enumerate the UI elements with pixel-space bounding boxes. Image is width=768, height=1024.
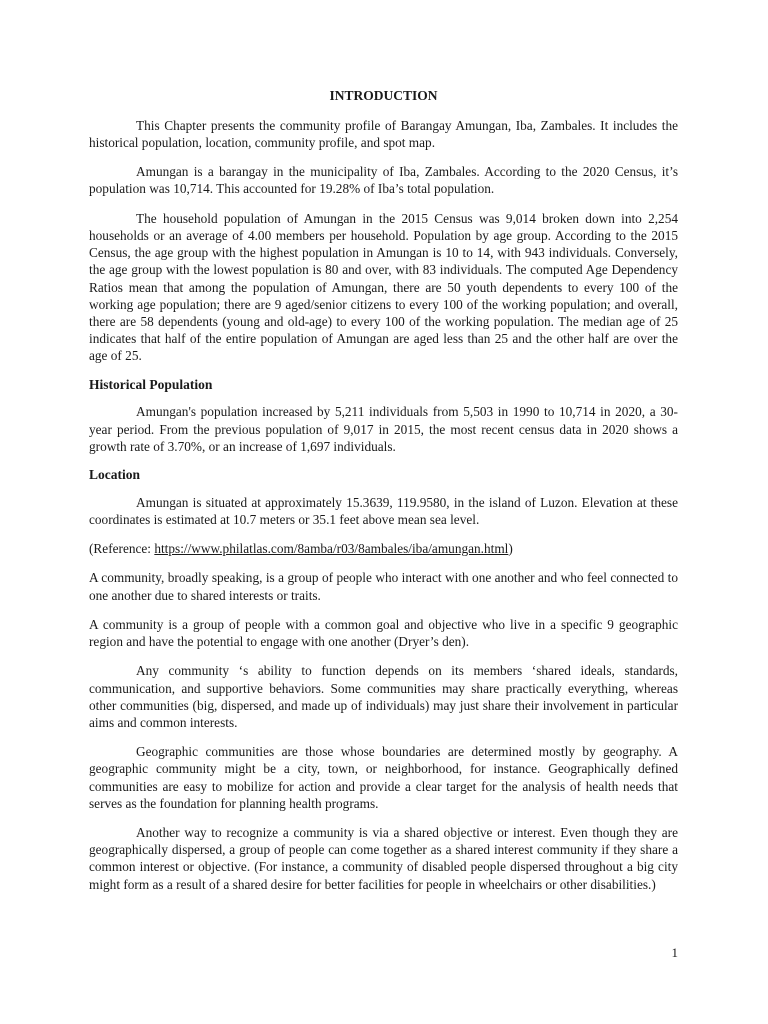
page-title: INTRODUCTION xyxy=(329,88,438,103)
census-paragraph: Amungan is a barangay in the municipality of Iba, Zambales. According to the 2020 Census, it’s population was 10,714. This accounted for 19.28% of Iba’s total population. xyxy=(89,164,678,197)
page-number: 1 xyxy=(671,945,678,960)
historical-population-heading: Historical Population xyxy=(89,376,213,392)
reference-suffix: ) xyxy=(508,541,513,557)
location-heading: Location xyxy=(89,467,141,482)
location-paragraph: Amungan is situated at approximately 15.3639, 119.9580, in the island of Luzon. Elevation at these coordinates is estimated at 10.7 meters or 35.1 feet above mean sea level. xyxy=(89,494,678,528)
community-goal-paragraph: A community is a group of people with a common goal and objective who live in a specific 9 geographic region and have the potential to engage with one another (Dryer’s den). xyxy=(89,616,678,650)
reference-link[interactable]: https://www.philatlas.com/8amba/r03/8ambales/iba/amungan.html xyxy=(154,541,509,557)
intro-paragraph: This Chapter presents the community profile of Barangay Amungan, Iba, Zambales. It includes the historical population, location, community profile, and spot map. xyxy=(89,117,678,151)
reference-line xyxy=(89,540,678,557)
geographic-communities-paragraph: Geographic communities are those whose boundaries are determined mostly by geography. A geographic community might be a city, town, or neighborhood, for instance. Geographically defined communities are easy to mobilize for action and provide a clear target for the analysis of health needs that serves as the foundation for planning health programs. xyxy=(89,744,678,811)
household-paragraph: The household population of Amungan in the 2015 Census was 9,014 broken down into 2,254 households or an average of 4.00 members per household. Population by age group. According to the 2015 Census, the age group with the highest population in Amungan is 10 to 14, with 943 individuals. Conversely, the age group with the lowest population is 80 and over, with 83 individuals. The computed Age Dependency Ratios mean that among the population of Amungan, there are 50 youth dependents to every 100 of the working age population; there are 9 aged/senior citizens to every 100 of the working population; and overall, there are 58 dependents (young and old-age) to every 100 of the working population. The median age of 25 indicates that half of the entire population of Amungan are aged less than 25 and the other half are over the age of 25. xyxy=(89,210,678,364)
community-definition-paragraph: A community, broadly speaking, is a group of people who interact with one another and who feel connected to one another due to shared interests or traits. xyxy=(89,570,678,603)
shared-interest-paragraph: Another way to recognize a community is via a shared objective or interest. Even though they are geographically dispersed, a group of people can come together as a shared interest community if they share a common interest or objective. (For instance, a community of disabled people dispersed throughout a big city might form as a result of a shared desire for better facilities for people in wheelchairs or other disabilities.) xyxy=(89,824,678,892)
community-function-paragraph: Any community ‘s ability to function depends on its members ‘shared ideals, standards, communication, and supportive behaviors. Some communities may share practically everything, whereas other communities (big, dispersed, and made up of individuals) may just share their involvement in particular aims and common interests. xyxy=(89,663,678,730)
reference-prefix: (Reference: xyxy=(89,541,155,557)
historical-population-paragraph: Amungan's population increased by 5,211 individuals from 5,503 in 1990 to 10,714 in 2020, a 30-year period. From the previous population of 9,017 in 2015, the most recent census data in 2020 shows a growth rate of 3.70%, or an increase of 1,697 individuals. xyxy=(89,404,678,454)
